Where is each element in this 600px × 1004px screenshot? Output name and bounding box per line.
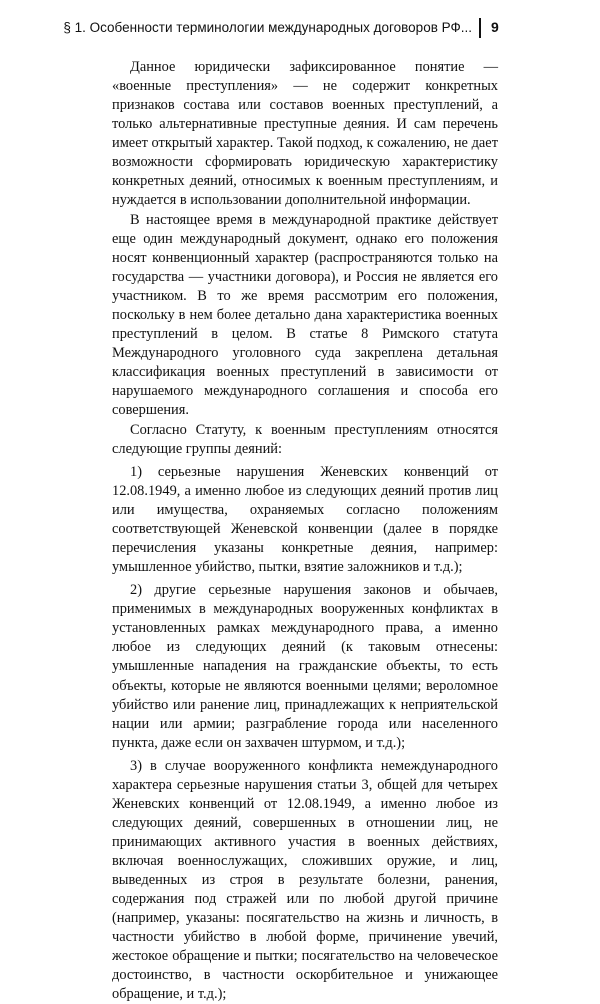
- running-title: § 1. Особенности терминологии международных договоров РФ...: [63, 20, 472, 35]
- list-item: 1) серьезные нарушения Женевских конвенций от 12.08.1949, а именно любое из следующих деяний против лиц или имущества, охраняемых согласно положениям соответствующей Женевской конвенции (далее в порядке перечисления указаны конкретные деяния, например: умышленное убийство, пытки, взятие заложников и т.д.);: [112, 464, 498, 576]
- list-item: 2) другие серьезные нарушения законов и обычаев, применимых в международных вооруженных конфликтах в установленных рамках международного права, а именно любое из следующих деяний (к таковым отнесены: умышленные нападения на гражданские объекты, то есть объекты, которые не являются военными целями; вероломное убийство или ранение лиц, принадлежащих к неприятельской нации или армии; разграбление города или населенного пункта, даже если он захвачен штурмом, и т.д.);: [112, 582, 498, 751]
- header-separator: [479, 18, 481, 38]
- running-header: [0, 18, 600, 40]
- paragraph: В настоящее время в международной практике действует еще один международный документ, однако его положения носят конвенционный характер (распространяются только на государства — участники договора), и Россия не является его участником. В то же время рассмотрим его положения, поскольку в нем более детально дана характеристика военных преступлений в целом. В статье 8 Римского статута Международного уголовного суда закреплена детальная классификация военных преступлений в зависимости от нарушаемого международного соглашения и способа его совершения.: [112, 212, 498, 419]
- page-number: 9: [491, 19, 499, 35]
- list-item: 3) в случае вооруженного конфликта немеждународного характера серьезные нарушения статьи 3, общей для четырех Женевских конвенций от 12.08.1949, а именно любое из следующих деяний, совершенных в отношении лиц, не принимающих активного участия в военных действиях, включая военнослужащих, сложивших оружие, и лиц, выведенных из строя в результате болезни, ранения, содержания под стражей или по любой другой причине (например, указаны: посягательство на жизнь и личность, в частности убийство в любой форме, причинение увечий, жестокое обращение и пытки; посягательство на человеческое достоинство, в частности оскорбительное и унижающее обращение, и т.д.);: [112, 757, 498, 1002]
- paragraph: Данное юридически зафиксированное понятие — «военные преступления» — не содержит конкретных признаков состава или составов военных преступлений, а только альтернативные преступные деяния. И сам перечень имеет открытый характер. Такой подход, к сожалению, не дает возможности сформировать юридическую характеристику конкретных деяний, относимых к военным преступлениям, и нуждается в использовании дополнительной информации.: [112, 59, 498, 209]
- body-text: [112, 58, 498, 1004]
- paragraph: Согласно Статуту, к военным преступлениям относятся следующие группы деяний:: [112, 422, 498, 458]
